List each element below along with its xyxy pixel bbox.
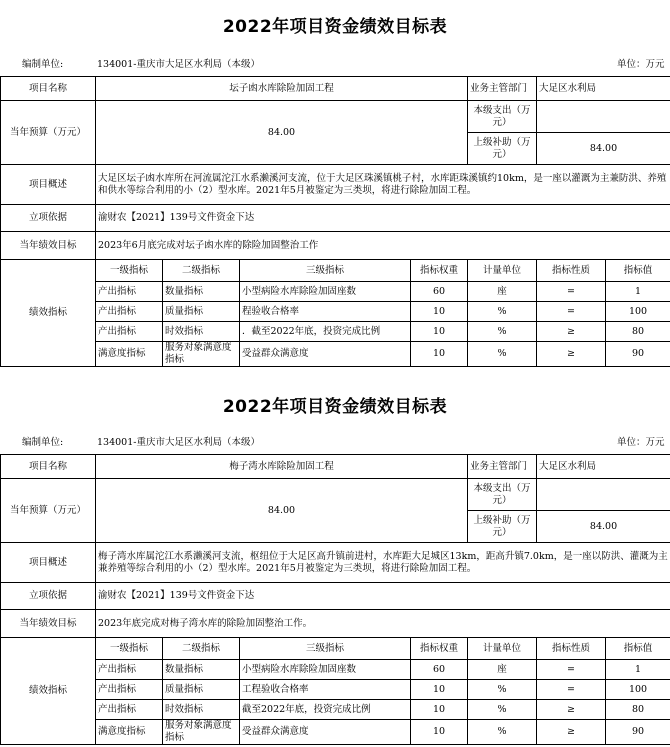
overview-label: 项目概述 [1, 165, 96, 205]
table-row [1, 322, 670, 342]
weight-cell: 10 [411, 322, 468, 342]
nature-cell: ≥ [537, 342, 606, 367]
subsidy-label: 上级补助（万元） [468, 511, 537, 543]
nature-cell: = [537, 680, 606, 700]
level2-cell: 数量指标 [163, 282, 240, 302]
level2-cell: 数量指标 [163, 660, 240, 680]
header-level3: 三级指标 [240, 260, 411, 282]
unit-cell: % [468, 302, 537, 322]
nature-cell: ≥ [537, 700, 606, 720]
value-cell: 100 [606, 680, 670, 700]
table-row [1, 282, 670, 302]
table-row [1, 680, 670, 700]
unit-cell: 座 [468, 282, 537, 302]
level1-cell: 产出指标 [96, 680, 163, 700]
value-cell: 90 [606, 720, 670, 745]
perf-label: 绩效指标 [1, 638, 96, 745]
project-name-value: 梅子湾水库除险加固工程 [96, 455, 468, 479]
basis-label: 立项依据 [1, 583, 96, 610]
form-title: 2022年项目资金绩效目标表 [222, 17, 448, 37]
budget-value: 84.00 [96, 479, 468, 543]
budget-value: 84.00 [96, 101, 468, 165]
nature-cell: = [537, 660, 606, 680]
header-level1: 一级指标 [96, 638, 163, 660]
weight-cell: 10 [411, 700, 468, 720]
unit-cell: 座 [468, 660, 537, 680]
table-row [1, 700, 670, 720]
unit-cell: % [468, 680, 537, 700]
nature-cell: = [537, 282, 606, 302]
table-row [1, 720, 670, 745]
dept-value: 大足区水利局 [537, 455, 670, 479]
org-label: 编制单位: [22, 59, 64, 70]
level3-cell: 工程验收合格率 [240, 680, 411, 700]
header-nature: 指标性质 [537, 260, 606, 282]
subsidy-label: 上级补助（万元） [468, 133, 537, 165]
basis-label: 立项依据 [1, 205, 96, 232]
level2-cell: 服务对象满意度指标 [163, 720, 240, 745]
budget-label: 当年预算（万元） [1, 479, 96, 543]
header-unit: 计量单位 [468, 260, 537, 282]
level1-cell: 产出指标 [96, 302, 163, 322]
value-cell: 80 [606, 700, 670, 720]
overview-text: 大足区坛子凼水库所在河流属沱江水系濑溪河支流，位于大足区珠溪镇桃子村，水库距珠溪镇约10km，是一座以灌溉为主兼防洪、养殖和供水等综合利用的小（2）型水库。2021年5月被鉴定为三类坝，将进行除险加固工程。 [96, 165, 670, 205]
header-value: 指标值 [606, 638, 670, 660]
project-name-value: 坛子凼水库除险加固工程 [96, 77, 468, 101]
weight-cell: 10 [411, 720, 468, 745]
dept-value: 大足区水利局 [537, 77, 670, 101]
level2-cell: 质量指标 [163, 680, 240, 700]
level3-cell: 受益群众满意度 [240, 342, 411, 367]
dept-label: 业务主管部门 [468, 455, 537, 479]
basis-text: 渝财农【2021】139号文件资金下达 [96, 583, 670, 610]
level1-cell: 满意度指标 [96, 720, 163, 745]
value-cell: 90 [606, 342, 670, 367]
overview-text: 梅子湾水库属沱江水系濑溪河支流，枢纽位于大足区高升镇前进村，水库距大足城区13km，距高升镇7.0km，是一座以防洪、灌溉为主兼养殖等综合利用的小（2）型水库。2021年5月被鉴定为三类坝，将进行除险加固工程。 [96, 543, 670, 583]
org-value: 134001-重庆市大足区水利局（本级） [97, 437, 260, 448]
level3-cell: ．截至2022年底，投资完成比例 [240, 322, 411, 342]
header-level2: 二级指标 [163, 260, 240, 282]
nature-cell: ≥ [537, 322, 606, 342]
performance-table [0, 454, 670, 745]
header-level3: 三级指标 [240, 638, 411, 660]
unit-cell: % [468, 342, 537, 367]
header-weight: 指标权重 [411, 638, 468, 660]
form-title: 2022年项目资金绩效目标表 [222, 397, 448, 417]
basis-text: 渝财农【2021】139号文件资金下达 [96, 205, 670, 232]
nature-cell: = [537, 302, 606, 322]
level1-cell: 产出指标 [96, 322, 163, 342]
table-row [1, 302, 670, 322]
level1-cell: 满意度指标 [96, 342, 163, 367]
level2-cell: 质量指标 [163, 302, 240, 322]
project-name-label: 项目名称 [1, 77, 96, 101]
unit-label: 单位：万元 [617, 437, 665, 448]
level1-cell: 产出指标 [96, 700, 163, 720]
unit-cell: % [468, 322, 537, 342]
level3-cell: 程验收合格率 [240, 302, 411, 322]
weight-cell: 10 [411, 302, 468, 322]
level2-cell: 时效指标 [163, 322, 240, 342]
goal-text: 2023年6月底完成对坛子凼水库的除险加固整治工作 [96, 232, 670, 260]
header-weight: 指标权重 [411, 260, 468, 282]
level1-cell: 产出指标 [96, 660, 163, 680]
dept-label: 业务主管部门 [468, 77, 537, 101]
level1-cell: 产出指标 [96, 282, 163, 302]
project-name-label: 项目名称 [1, 455, 96, 479]
weight-cell: 10 [411, 342, 468, 367]
table-row [1, 342, 670, 367]
org-label: 编制单位: [22, 437, 64, 448]
level3-cell: 受益群众满意度 [240, 720, 411, 745]
header-level1: 一级指标 [96, 260, 163, 282]
overview-label: 项目概述 [1, 543, 96, 583]
weight-cell: 10 [411, 680, 468, 700]
header-nature: 指标性质 [537, 638, 606, 660]
value-cell: 100 [606, 302, 670, 322]
header-value: 指标值 [606, 260, 670, 282]
performance-table [0, 76, 670, 367]
level2-cell: 时效指标 [163, 700, 240, 720]
unit-cell: % [468, 700, 537, 720]
unit-label: 单位：万元 [617, 59, 665, 70]
value-cell: 1 [606, 660, 670, 680]
own-spend-value [537, 101, 670, 133]
value-cell: 1 [606, 282, 670, 302]
goal-text: 2023年底完成对梅子湾水库的除险加固整治工作。 [96, 610, 670, 638]
budget-label: 当年预算（万元） [1, 101, 96, 165]
level3-cell: 截至2022年底，投资完成比例 [240, 700, 411, 720]
unit-cell: % [468, 720, 537, 745]
subsidy-value: 84.00 [537, 511, 670, 543]
subsidy-value: 84.00 [537, 133, 670, 165]
own-spend-label: 本级支出（万元） [468, 479, 537, 511]
value-cell: 80 [606, 322, 670, 342]
own-spend-value [537, 479, 670, 511]
nature-cell: ≥ [537, 720, 606, 745]
org-value: 134001-重庆市大足区水利局（本级） [97, 59, 260, 70]
header-unit: 计量单位 [468, 638, 537, 660]
header-level2: 二级指标 [163, 638, 240, 660]
level2-cell: 服务对象满意度指标 [163, 342, 240, 367]
level3-cell: 小型病险水库除险加固座数 [240, 660, 411, 680]
level3-cell: 小型病险水库除险加固座数 [240, 282, 411, 302]
table-row [1, 660, 670, 680]
perf-label: 绩效指标 [1, 260, 96, 367]
goal-label: 当年绩效目标 [1, 232, 96, 260]
goal-label: 当年绩效目标 [1, 610, 96, 638]
weight-cell: 60 [411, 282, 468, 302]
own-spend-label: 本级支出（万元） [468, 101, 537, 133]
weight-cell: 60 [411, 660, 468, 680]
